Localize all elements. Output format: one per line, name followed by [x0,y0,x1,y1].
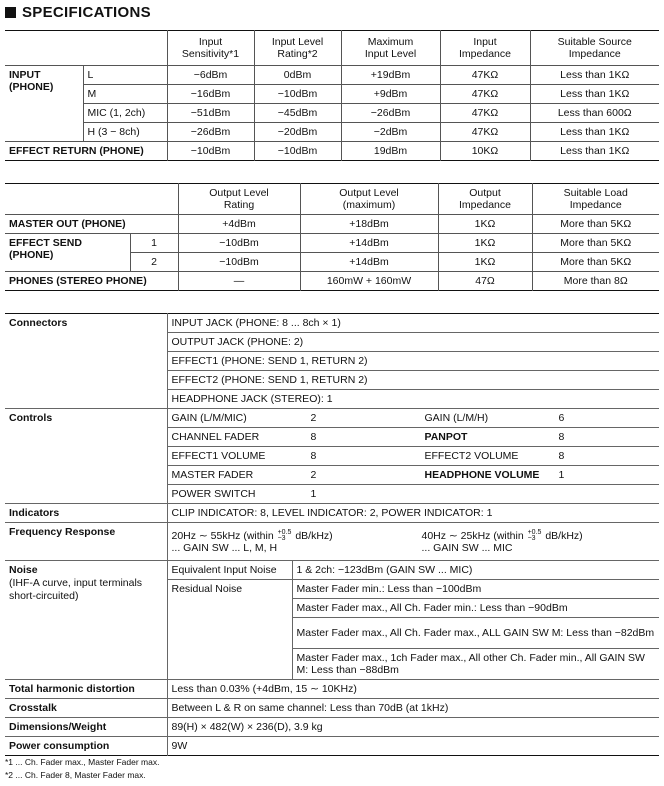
row-label: 2 [130,253,178,272]
cell: 47KΩ [440,85,530,104]
cell: 1KΩ [438,215,532,234]
residual-noise-item: Master Fader max., 1ch Fader max., All other Ch. Fader min., All GAIN SW M: Less than −88dBm [292,649,659,680]
cell: −45dBm [254,104,341,123]
table-row [5,314,659,333]
footnote-1: *1 ... Ch. Fader max., Master Fader max. [5,757,160,767]
control-count: 8 [310,450,317,462]
input-spec-table [5,30,659,161]
eq-noise-value: 1 & 2ch: −123dBm (GAIN SW ... MIC) [292,561,659,580]
table-row [5,123,659,142]
cell: More than 5KΩ [532,234,659,253]
cell: Less than 1KΩ [530,123,659,142]
noise-label-cell [5,561,167,680]
col-input-level-rating: Input Level Rating*2 [254,31,341,66]
table-row [5,234,659,253]
cell: 47Ω [438,272,532,291]
cell: +18dBm [300,215,438,234]
control-count: 1 [558,469,565,481]
cell: −10dBm [254,85,341,104]
crosstalk-label: Crosstalk [5,699,167,718]
control-count: 2 [310,469,317,481]
cell: Less than 1KΩ [530,142,659,161]
cell: +14dBm [300,253,438,272]
table-row [5,680,659,699]
indicators-label: Indicators [5,504,167,523]
control-row [167,409,659,428]
cell: −10dBm [178,253,300,272]
power-value: 9W [167,737,659,756]
connector-item: EFFECT1 (PHONE: SEND 1, RETURN 2) [167,352,659,371]
control-row [167,466,659,485]
cell: — [178,272,300,291]
cell: −26dBm [341,104,440,123]
control-count: 8 [310,431,317,443]
connector-item: OUTPUT JACK (PHONE: 2) [167,333,659,352]
control-name: EFFECT2 VOLUME [424,450,519,462]
connectors-label: Connectors [5,314,167,409]
cell: +9dBm [341,85,440,104]
thd-value: Less than 0.03% (+4dBm, 15 ∼ 10KHz) [167,680,659,699]
noise-label: Noise [9,564,38,576]
master-out-label: MASTER OUT (PHONE) [5,215,178,234]
control-count: 6 [558,412,565,424]
table-row [5,737,659,756]
row-label: M [83,85,167,104]
cell: Less than 600Ω [530,104,659,123]
cell: 0dBm [254,66,341,85]
table-row [5,215,659,234]
residual-noise-item: Master Fader max., All Ch. Fader max., ALL GAIN SW M: Less than −82dBm [292,618,659,649]
row-label: H (3 − 8ch) [83,123,167,142]
eq-noise-label: Equivalent Input Noise [167,561,292,580]
col-load-impedance: Suitable Load Impedance [532,184,659,215]
table-row [5,504,659,523]
effect-return-label: EFFECT RETURN (PHONE) [9,145,144,157]
control-row [167,428,659,447]
table-row [5,699,659,718]
page-title: SPECIFICATIONS [22,3,151,21]
cell: More than 5KΩ [532,215,659,234]
row-label: 1 [130,234,178,253]
col-source-impedance: Suitable Source Impedance [530,31,659,66]
table-row [5,142,659,161]
table-row [5,104,659,123]
residual-noise-label: Residual Noise [167,580,292,680]
control-row [167,447,659,466]
frequency-label: Frequency Response [5,523,167,561]
control-count: 8 [558,450,565,462]
cell: −51dBm [167,104,254,123]
control-name: CHANNEL FADER [171,431,260,443]
table-row [5,272,659,291]
row-label: MIC (1, 2ch) [83,104,167,123]
connector-item: EFFECT2 (PHONE: SEND 1, RETURN 2) [167,371,659,390]
table-row [5,718,659,737]
table-row [5,561,659,580]
cell: More than 8Ω [532,272,659,291]
control-name: GAIN (L/M/MIC) [171,412,247,424]
indicators-value: CLIP INDICATOR: 8, LEVEL INDICATOR: 2, POWER INDICATOR: 1 [167,504,659,523]
connector-item: INPUT JACK (PHONE: 8 ... 8ch × 1) [167,314,659,333]
dimensions-value: 89(H) × 482(W) × 236(D), 3.9 kg [167,718,659,737]
col-output-impedance: Output Impedance [438,184,532,215]
residual-noise-item: Master Fader max., All Ch. Fader min.: Less than −90dBm [292,599,659,618]
cell: +19dBm [341,66,440,85]
phones-label: PHONES (STEREO PHONE) [9,275,147,287]
footnote-2: *2 ... Ch. Fader 8, Master Fader max. [5,770,146,780]
controls-label: Controls [5,409,167,504]
cell: +14dBm [300,234,438,253]
cell: −16dBm [167,85,254,104]
cell: −10dBm [178,234,300,253]
control-count: 8 [558,431,565,443]
control-count [559,485,656,503]
cell: −6dBm [167,66,254,85]
section-header [5,3,151,21]
cell: 47KΩ [440,66,530,85]
cell: 47KΩ [440,104,530,123]
table-row [5,409,659,428]
cell: −2dBm [341,123,440,142]
col-output-level-rating: Output Level Rating [178,184,300,215]
output-spec-table [5,183,659,291]
control-name: HEADPHONE VOLUME [424,469,540,481]
control-count: 1 [310,488,317,500]
cell: −20dBm [254,123,341,142]
table-row [5,85,659,104]
col-output-level-max: Output Level (maximum) [300,184,438,215]
control-name [425,485,559,503]
cell: 1KΩ [438,253,532,272]
crosstalk-value: Between L & R on same channel: Less than 70dB (at 1kHz) [167,699,659,718]
table-row [5,523,659,561]
header-blank [5,31,167,66]
input-group-label: INPUT (PHONE) [5,66,83,142]
general-spec-table [5,313,659,756]
cell: +4dBm [178,215,300,234]
control-name: GAIN (L/M/H) [424,412,489,424]
noise-note: (IHF-A curve, input terminals short-circuited) [9,577,143,602]
cell: 19dBm [341,142,440,161]
cell: −10dBm [254,142,341,161]
row-label: L [83,66,167,85]
cell: More than 5KΩ [532,253,659,272]
cell: −26dBm [167,123,254,142]
control-count: 2 [310,412,317,424]
cell: −10dBm [167,142,254,161]
cell: Less than 1KΩ [530,85,659,104]
col-input-sensitivity: Input Sensitivity*1 [167,31,254,66]
frequency-value: 20Hz ∼ 55kHz (within +0.5 −3 dB/kHz) ... GAIN SW ... L, M, H 40Hz ∼ 25kHz (within +0.5 −3 dB/kHz) ... GAIN SW ... MIC [167,523,659,561]
control-name: PANPOT [424,431,468,443]
cell: 47KΩ [440,123,530,142]
control-name: MASTER FADER [171,469,254,481]
control-row [167,485,659,504]
dimensions-label: Dimensions/Weight [5,718,167,737]
col-input-impedance: Input Impedance [440,31,530,66]
cell: 10KΩ [440,142,530,161]
residual-noise-item: Master Fader min.: Less than −100dBm [292,580,659,599]
bullet-square-icon [5,7,16,18]
cell: 1KΩ [438,234,532,253]
control-name: POWER SWITCH [171,488,256,500]
thd-label: Total harmonic distortion [5,680,167,699]
power-label: Power consumption [9,740,110,752]
cell: 160mW + 160mW [300,272,438,291]
header-blank [5,184,178,215]
col-max-input-level: Maximum Input Level [341,31,440,66]
cell: Less than 1KΩ [530,66,659,85]
effect-send-label: EFFECT SEND (PHONE) [5,234,130,272]
table-row [5,66,659,85]
connector-item: HEADPHONE JACK (STEREO): 1 [167,390,659,409]
control-name: EFFECT1 VOLUME [171,450,266,462]
